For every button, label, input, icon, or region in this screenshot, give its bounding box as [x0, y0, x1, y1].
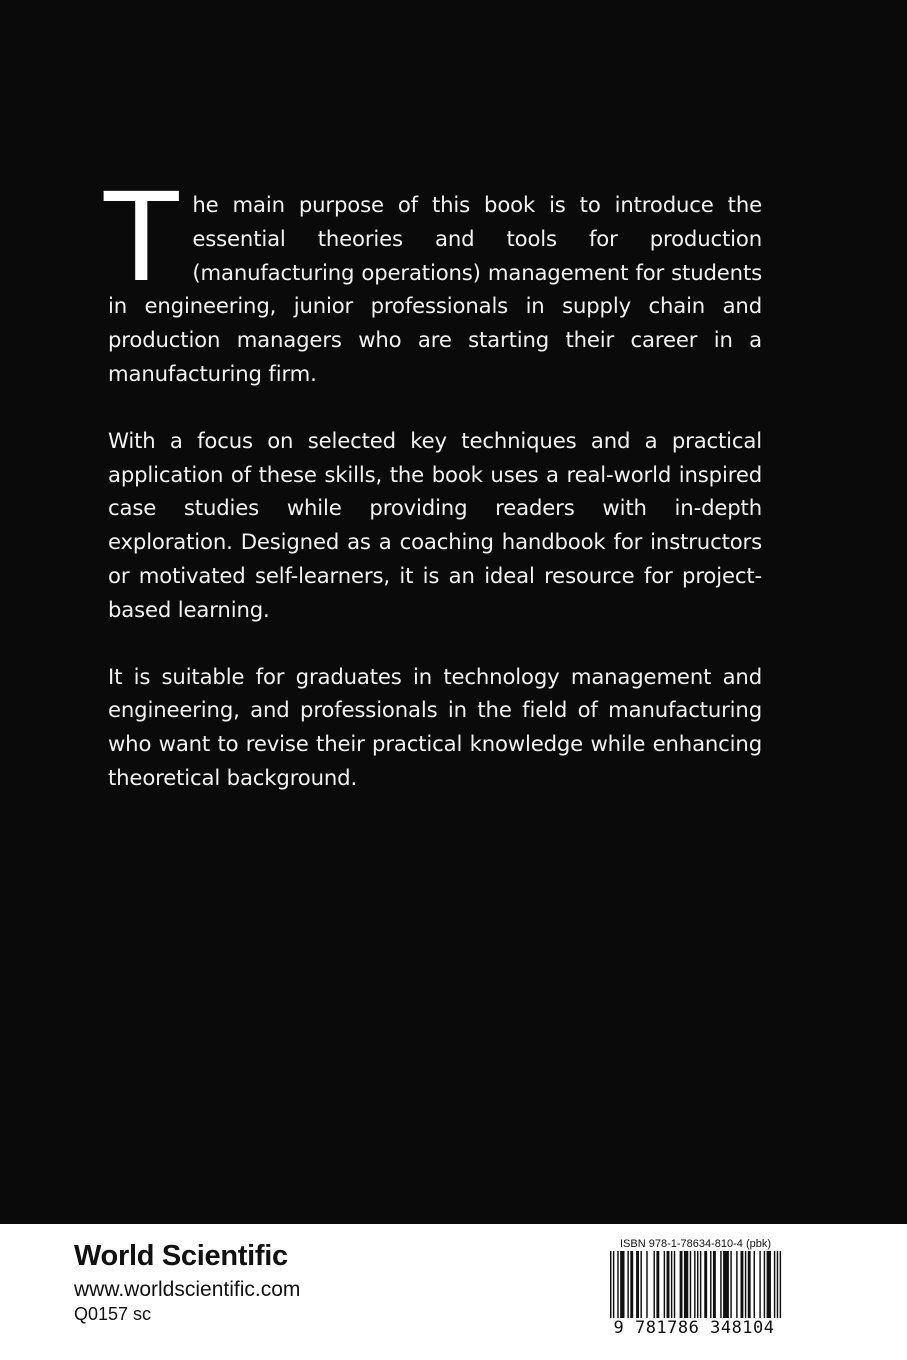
- barcode-bar: [748, 1251, 751, 1319]
- barcode-bar: [627, 1251, 628, 1319]
- barcode-bar: [697, 1251, 698, 1319]
- drop-cap: T: [104, 167, 179, 309]
- barcode-bar: [636, 1251, 639, 1319]
- barcode-bar: [700, 1251, 701, 1319]
- barcode-bar: [704, 1251, 707, 1319]
- barcode-bar: [754, 1251, 755, 1319]
- blurb-paragraph-2: With a focus on selected key techniques and a practical application of these skills, the book uses a real-world inspired case studies while providing readers with in-depth exploration. Designed as a coaching handbook for instructors or motivated self-learners, it is an ideal resource for project-based learning.: [108, 427, 762, 622]
- barcode-bar: [667, 1251, 670, 1319]
- blurb-paragraph-3: It is suitable for graduates in technology management and engineering, and professionals in the field of manufacturing who want to revise their practical knowledge while enhancing theoretical background.: [108, 663, 762, 790]
- product-code: Q0157 sc: [74, 1304, 152, 1324]
- barcode-bar: [671, 1251, 672, 1319]
- barcode-bar: [620, 1251, 624, 1319]
- barcode-bar: [684, 1251, 688, 1319]
- barcode-bar: [720, 1251, 721, 1319]
- barcode-bar: [694, 1251, 695, 1319]
- barcode-bar: [764, 1251, 765, 1319]
- book-blurb: [104, 167, 762, 828]
- barcode-bar: [710, 1251, 711, 1319]
- barcode-bar: [654, 1251, 655, 1319]
- barcode-bar: [664, 1251, 665, 1319]
- barcode-bar: [767, 1251, 771, 1319]
- barcode-bar: [745, 1251, 746, 1319]
- blurb-paragraph-1: [104, 167, 762, 391]
- barcode-digits: 9 781786 348104: [606, 1318, 782, 1338]
- publisher-name: World Scientific: [74, 1240, 288, 1272]
- barcode-bar: [723, 1251, 729, 1319]
- barcode-bar: [674, 1251, 675, 1319]
- barcode-bar: [730, 1251, 731, 1319]
- barcode-bar: [736, 1251, 737, 1319]
- barcode-bar: [690, 1251, 691, 1319]
- barcode-bar: [646, 1251, 647, 1319]
- isbn-label: ISBN 978-1-78634-810-4 (pbk): [620, 1238, 772, 1250]
- barcode-bar: [741, 1251, 744, 1319]
- barcode-bar: [759, 1251, 760, 1319]
- barcode-bar: [656, 1251, 659, 1319]
- barcode-bar: [680, 1251, 683, 1319]
- barcode-bar: [774, 1251, 775, 1319]
- barcode-bar: [713, 1251, 716, 1319]
- barcode-bar: [630, 1251, 633, 1319]
- publisher-url: www.worldscientific.com: [74, 1278, 301, 1301]
- barcode-bar: [617, 1251, 618, 1319]
- blurb-paragraph-1-text: he main purpose of this book is to introduce the essential theories and tools for production (manufacturing operations) management for students in engineering, junior professionals in supply chain and production managers who are starting their career in a manufacturing firm.: [108, 192, 762, 386]
- barcode-bar: [640, 1251, 641, 1319]
